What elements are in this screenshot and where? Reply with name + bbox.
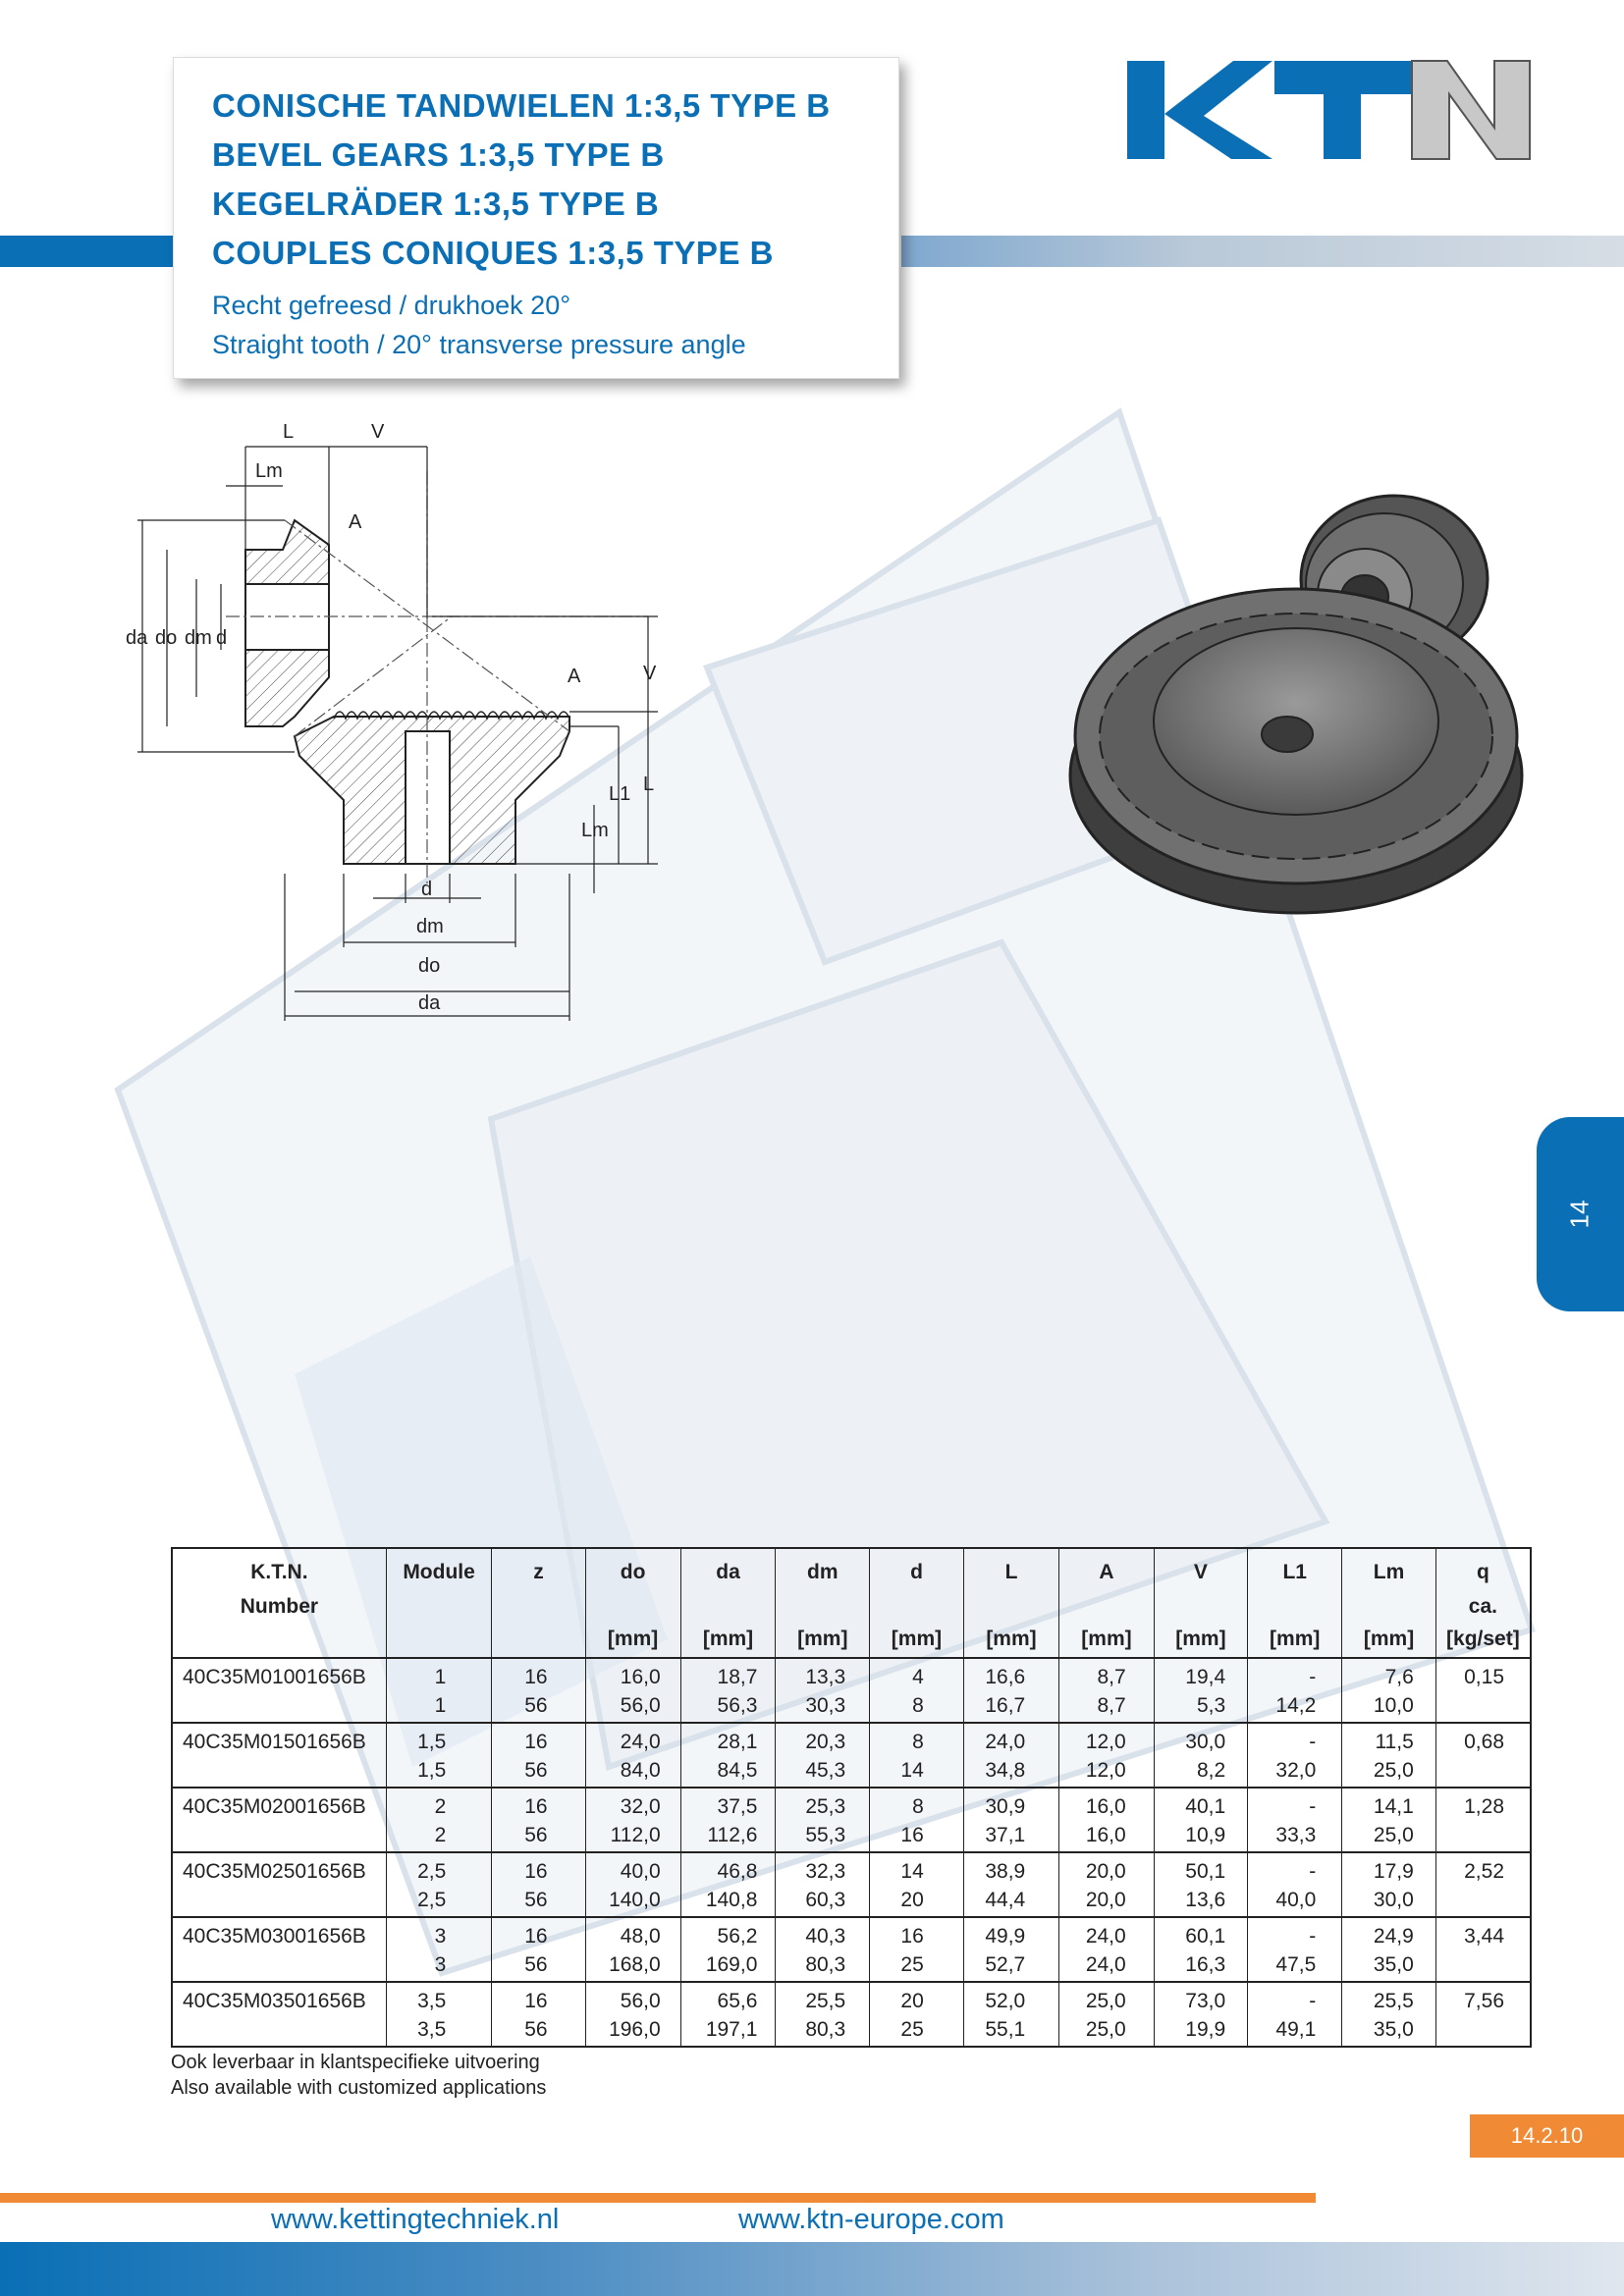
cell-module: 1,5 (386, 1756, 492, 1788)
table-row (172, 1886, 1531, 1917)
cell-module: 3,5 (386, 2015, 492, 2047)
label-da-gear: da (418, 992, 441, 1014)
label-Lm: Lm (255, 460, 283, 482)
cell-L: 55,1 (963, 2015, 1058, 2047)
cell-da: 112,6 (680, 1821, 776, 1852)
cell-number (172, 1756, 386, 1788)
spec-table (171, 1547, 1532, 2048)
cell-z: 16 (492, 1852, 585, 1886)
table-row (172, 1658, 1531, 1691)
cell-z: 56 (492, 1950, 585, 1982)
cell-d: 25 (870, 1950, 964, 1982)
title-fr: COUPLES CONIQUES 1:3,5 TYPE B (212, 235, 774, 271)
cell-L: 52,7 (963, 1950, 1058, 1982)
cell-da: 28,1 (680, 1723, 776, 1756)
cell-Lm: 24,9 (1342, 1917, 1435, 1950)
cell-do: 168,0 (585, 1950, 680, 1982)
cell-d: 16 (870, 1821, 964, 1852)
cell-d: 20 (870, 1886, 964, 1917)
cell-Lm: 35,0 (1342, 1950, 1435, 1982)
cell-z: 56 (492, 1756, 585, 1788)
cell-d: 14 (870, 1852, 964, 1886)
cell-d: 8 (870, 1788, 964, 1821)
cell-z: 16 (492, 1658, 585, 1691)
cell-Lm: 25,0 (1342, 1821, 1435, 1852)
cell-A: 16,0 (1059, 1821, 1154, 1852)
cell-da: 197,1 (680, 2015, 776, 2047)
col-header-module: Module (386, 1548, 492, 1658)
cell-da: 37,5 (680, 1788, 776, 1821)
ktn-logo (1125, 55, 1534, 165)
gear-render (1070, 589, 1522, 913)
cell-dm: 45,3 (776, 1756, 870, 1788)
cell-A: 24,0 (1059, 1950, 1154, 1982)
cell-A: 12,0 (1059, 1723, 1154, 1756)
cell-V: 40,1 (1154, 1788, 1247, 1821)
cell-dm: 20,3 (776, 1723, 870, 1756)
cell-da: 140,8 (680, 1886, 776, 1917)
cell-do: 56,0 (585, 1691, 680, 1723)
header-band-left (0, 236, 177, 267)
col-header-number: K.T.N. Number (172, 1548, 386, 1658)
cell-Lm: 30,0 (1342, 1886, 1435, 1917)
cell-number (172, 1821, 386, 1852)
table-row (172, 1917, 1531, 1950)
cell-d: 14 (870, 1756, 964, 1788)
cell-z: 56 (492, 2015, 585, 2047)
label-d: d (216, 627, 228, 649)
cell-Lm: 17,9 (1342, 1852, 1435, 1886)
cell-do: 196,0 (585, 2015, 680, 2047)
cell-module: 3,5 (386, 1982, 492, 2015)
table-row (172, 1756, 1531, 1788)
cell-d: 8 (870, 1691, 964, 1723)
cell-do: 56,0 (585, 1982, 680, 2015)
chapter-tab[interactable] (1537, 1117, 1624, 1311)
cell-dm: 13,3 (776, 1658, 870, 1691)
cell-module: 2 (386, 1821, 492, 1852)
link-ktn-europe[interactable]: www.ktn-europe.com (738, 2204, 1004, 2235)
cell-L1: - (1248, 1982, 1342, 2015)
chapter-tab-label: 14 (1564, 1200, 1595, 1229)
label-L: L (283, 421, 295, 443)
cell-V: 13,6 (1154, 1886, 1247, 1917)
page-number: 14.2.10 (1470, 2114, 1624, 2158)
cell-dm: 40,3 (776, 1917, 870, 1950)
cell-L1: - (1248, 1917, 1342, 1950)
label-do: do (155, 627, 178, 649)
cell-q (1435, 1886, 1531, 1917)
cell-da: 169,0 (680, 1950, 776, 1982)
table-row (172, 1982, 1531, 2015)
cell-Lm: 11,5 (1342, 1723, 1435, 1756)
cell-number: 40C35M02501656B (183, 1860, 366, 1883)
cell-q (1435, 1821, 1531, 1852)
table-row (172, 1788, 1531, 1821)
cell-module: 2,5 (386, 1852, 492, 1886)
title-de: KEGELRÄDER 1:3,5 TYPE B (212, 186, 660, 222)
cell-Lm: 10,0 (1342, 1691, 1435, 1723)
table-header-row (172, 1548, 1531, 1658)
cell-dm: 32,3 (776, 1852, 870, 1886)
title-nl: CONISCHE TANDWIELEN 1:3,5 TYPE B (212, 87, 831, 124)
label-L1: L1 (609, 783, 631, 805)
cell-d: 16 (870, 1917, 964, 1950)
cell-z: 16 (492, 1917, 585, 1950)
cell-number: 40C35M02001656B (183, 1795, 366, 1818)
cell-module: 1,5 (386, 1723, 492, 1756)
cell-module: 1 (386, 1658, 492, 1691)
cell-L: 24,0 (963, 1723, 1058, 1756)
col-header-q: q ca. [kg/set] (1435, 1548, 1531, 1658)
cell-da: 56,3 (680, 1691, 776, 1723)
cell-Lm: 14,1 (1342, 1788, 1435, 1821)
cell-L: 38,9 (963, 1852, 1058, 1886)
cell-A: 24,0 (1059, 1917, 1154, 1950)
cell-V: 8,2 (1154, 1756, 1247, 1788)
cell-L: 16,6 (963, 1658, 1058, 1691)
cell-z: 16 (492, 1723, 585, 1756)
footer-band (0, 2242, 1624, 2296)
cell-A: 20,0 (1059, 1852, 1154, 1886)
cell-do: 140,0 (585, 1886, 680, 1917)
gear-teeth (334, 712, 569, 719)
note-nl: Ook leverbaar in klantspecifieke uitvoering (171, 2052, 540, 2073)
cell-L: 16,7 (963, 1691, 1058, 1723)
cell-dm: 30,3 (776, 1691, 870, 1723)
cell-A: 8,7 (1059, 1691, 1154, 1723)
col-header-L1: L1 [mm] (1248, 1548, 1342, 1658)
col-header-V: V [mm] (1154, 1548, 1247, 1658)
cell-q: 1,28 (1435, 1788, 1531, 1821)
cell-dm: 80,3 (776, 2015, 870, 2047)
label-Lm-gear: Lm (581, 820, 609, 841)
cell-do: 16,0 (585, 1658, 680, 1691)
col-header-do: do [mm] (585, 1548, 680, 1658)
label-A-gear: A (568, 666, 581, 687)
cell-dm: 25,5 (776, 1982, 870, 2015)
link-kettingtechniek[interactable]: www.kettingtechniek.nl (271, 2204, 560, 2235)
cell-A: 16,0 (1059, 1788, 1154, 1821)
cell-module: 2 (386, 1788, 492, 1821)
cell-d: 20 (870, 1982, 964, 2015)
bevel-gear-technical-drawing (126, 412, 1001, 1031)
cell-z: 16 (492, 1788, 585, 1821)
cell-da: 18,7 (680, 1658, 776, 1691)
cell-do: 112,0 (585, 1821, 680, 1852)
table-row (172, 1852, 1531, 1886)
cell-da: 46,8 (680, 1852, 776, 1886)
col-header-Lm: Lm [mm] (1342, 1548, 1435, 1658)
cell-d: 4 (870, 1658, 964, 1691)
table-row (172, 2015, 1531, 2047)
label-V: V (371, 421, 385, 443)
cell-Lm: 25,5 (1342, 1982, 1435, 2015)
logo-letter-n (1412, 61, 1530, 159)
col-header-z: z (492, 1548, 585, 1658)
cell-L1: 40,0 (1248, 1886, 1342, 1917)
col-header-da: da [mm] (680, 1548, 776, 1658)
cell-L1: - (1248, 1788, 1342, 1821)
cell-Lm: 25,0 (1342, 1756, 1435, 1788)
cell-number (172, 1950, 386, 1982)
label-dm: dm (185, 627, 212, 649)
cell-Lm: 35,0 (1342, 2015, 1435, 2047)
cell-q (1435, 1691, 1531, 1723)
cell-q: 2,52 (1435, 1852, 1531, 1886)
cell-L1: - (1248, 1852, 1342, 1886)
col-header-dm: dm [mm] (776, 1548, 870, 1658)
table-row (172, 1723, 1531, 1756)
cell-number: 40C35M01501656B (183, 1731, 366, 1753)
cell-number (172, 1691, 386, 1723)
cell-do: 40,0 (585, 1852, 680, 1886)
bevel-gear-render (1056, 452, 1556, 923)
cell-dm: 25,3 (776, 1788, 870, 1821)
cell-L1: 47,5 (1248, 1950, 1342, 1982)
footer-orange-line (0, 2193, 1316, 2203)
cell-V: 19,4 (1154, 1658, 1247, 1691)
col-header-L: L [mm] (963, 1548, 1058, 1658)
cell-L: 37,1 (963, 1821, 1058, 1852)
cell-module: 1 (386, 1691, 492, 1723)
cell-da: 56,2 (680, 1917, 776, 1950)
cell-number: 40C35M03501656B (183, 1990, 366, 2012)
label-L-gear: L (643, 774, 655, 795)
cell-A: 20,0 (1059, 1886, 1154, 1917)
label-V-gear: V (643, 663, 657, 684)
cell-L: 49,9 (963, 1917, 1058, 1950)
label-A: A (349, 511, 362, 533)
cell-da: 84,5 (680, 1756, 776, 1788)
cell-V: 50,1 (1154, 1852, 1247, 1886)
cell-number (172, 2015, 386, 2047)
cell-L: 30,9 (963, 1788, 1058, 1821)
cell-A: 25,0 (1059, 1982, 1154, 2015)
cell-L1: 49,1 (1248, 2015, 1342, 2047)
title-en: BEVEL GEARS 1:3,5 TYPE B (212, 136, 665, 173)
cell-z: 56 (492, 1886, 585, 1917)
cell-L: 44,4 (963, 1886, 1058, 1917)
logo-letter-k (1127, 61, 1272, 159)
cell-number: 40C35M01001656B (183, 1666, 366, 1688)
cell-V: 73,0 (1154, 1982, 1247, 2015)
cell-q: 0,15 (1435, 1658, 1531, 1691)
cell-L: 52,0 (963, 1982, 1058, 2015)
cell-L: 34,8 (963, 1756, 1058, 1788)
cell-L1: - (1248, 1723, 1342, 1756)
header-band-right (901, 236, 1624, 267)
cell-do: 32,0 (585, 1788, 680, 1821)
subtitle-en: Straight tooth / 20° transverse pressure angle (212, 330, 746, 359)
cell-q (1435, 2015, 1531, 2047)
subtitle-nl: Recht gefreesd / drukhoek 20° (212, 291, 571, 320)
table-row (172, 1691, 1531, 1723)
cell-q: 7,56 (1435, 1982, 1531, 2015)
cell-L1: 14,2 (1248, 1691, 1342, 1723)
title-box (173, 57, 899, 379)
cell-module: 2,5 (386, 1886, 492, 1917)
cell-do: 84,0 (585, 1756, 680, 1788)
cell-q: 0,68 (1435, 1723, 1531, 1756)
cell-V: 10,9 (1154, 1821, 1247, 1852)
label-d-gear: d (421, 879, 433, 900)
cell-d: 8 (870, 1723, 964, 1756)
cell-number: 40C35M03001656B (183, 1925, 366, 1948)
cell-z: 16 (492, 1982, 585, 2015)
cell-module: 3 (386, 1950, 492, 1982)
logo-letter-t (1274, 61, 1412, 159)
label-do-gear: do (418, 955, 441, 977)
cell-L1: - (1248, 1658, 1342, 1691)
cell-dm: 55,3 (776, 1821, 870, 1852)
cell-V: 16,3 (1154, 1950, 1247, 1982)
cell-A: 25,0 (1059, 2015, 1154, 2047)
col-header-d: d [mm] (870, 1548, 964, 1658)
cell-L1: 33,3 (1248, 1821, 1342, 1852)
cell-dm: 60,3 (776, 1886, 870, 1917)
cell-q (1435, 1756, 1531, 1788)
cell-module: 3 (386, 1917, 492, 1950)
table-row (172, 1950, 1531, 1982)
cell-A: 8,7 (1059, 1658, 1154, 1691)
cell-number (172, 1886, 386, 1917)
cell-q: 3,44 (1435, 1917, 1531, 1950)
cell-Lm: 7,6 (1342, 1658, 1435, 1691)
cell-z: 56 (492, 1691, 585, 1723)
cell-V: 30,0 (1154, 1723, 1247, 1756)
cell-A: 12,0 (1059, 1756, 1154, 1788)
cell-L1: 32,0 (1248, 1756, 1342, 1788)
col-header-A: A [mm] (1059, 1548, 1154, 1658)
table-row (172, 1821, 1531, 1852)
cell-dm: 80,3 (776, 1950, 870, 1982)
note-en: Also available with customized applications (171, 2077, 547, 2099)
cell-do: 48,0 (585, 1917, 680, 1950)
cell-V: 5,3 (1154, 1691, 1247, 1723)
cell-V: 19,9 (1154, 2015, 1247, 2047)
cell-q (1435, 1950, 1531, 1982)
cell-d: 25 (870, 2015, 964, 2047)
cell-z: 56 (492, 1821, 585, 1852)
label-dm-gear: dm (416, 916, 444, 937)
cell-da: 65,6 (680, 1982, 776, 2015)
cell-do: 24,0 (585, 1723, 680, 1756)
label-da: da (126, 627, 148, 649)
cell-V: 60,1 (1154, 1917, 1247, 1950)
